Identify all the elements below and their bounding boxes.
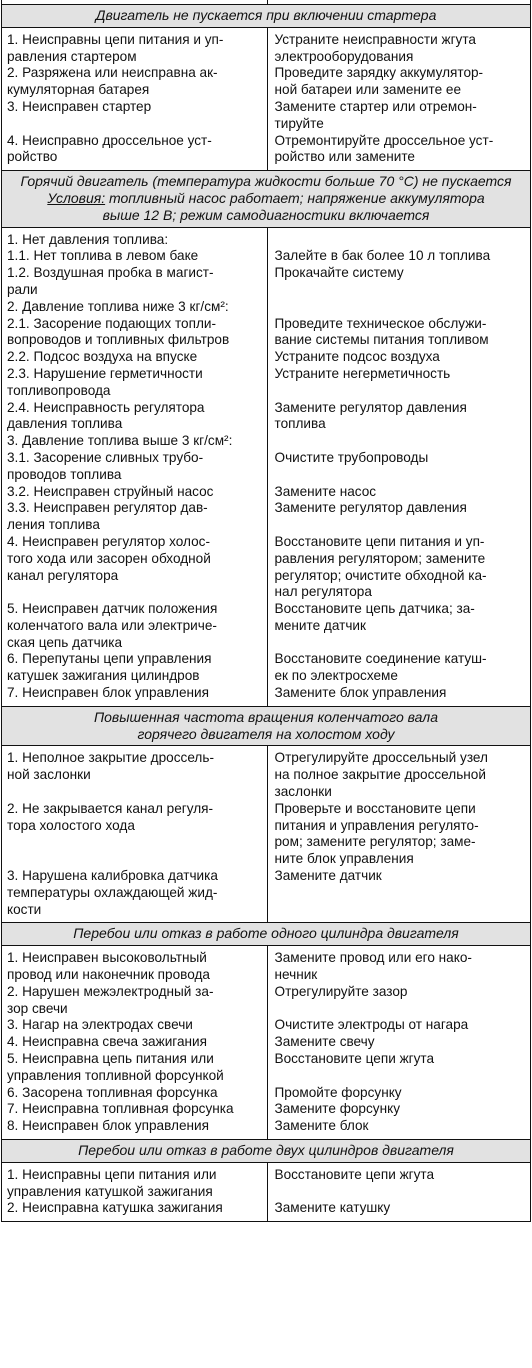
table-row — [2, 349, 530, 366]
remedy-cell: Восстановите цепи жгута — [274, 1051, 435, 1067]
troubleshooting-table — [1, 0, 531, 1222]
remedy-cell — [268, 299, 531, 316]
table-row — [2, 950, 530, 984]
remedy-cell: Замените блок — [274, 1118, 369, 1134]
row-spacer — [2, 1217, 530, 1221]
section-title: Перебои или отказ в работе двух цилиндров двигателя — [78, 1142, 454, 1158]
cause-cell: 2.2. Подсос воздуха на впуске — [2, 349, 268, 366]
table-row — [2, 99, 530, 133]
cause-cell: 3.3. Неисправен регулятор дав- ления топлива — [2, 500, 268, 534]
remedy-cell: Замените регулятор давления топлива — [274, 399, 467, 432]
section-header — [2, 170, 530, 227]
table-row — [2, 500, 530, 534]
section-title: горячего двигателя на холостом ходу — [137, 725, 395, 742]
cause-cell: 6. Перепутаны цепи управления катушек зажигания цилиндров — [2, 651, 268, 685]
table-row — [2, 133, 530, 167]
section-header — [2, 922, 530, 946]
cause-cell: 7. Неисправен блок управления — [2, 685, 268, 702]
table-row — [2, 685, 530, 702]
remedy-cell: Замените регулятор давления — [274, 500, 467, 516]
cause-cell: 1. Неполное закрытие дроссель- ной заслонки — [2, 750, 268, 800]
cause-cell: 7. Неисправна топливная форсунка — [2, 1101, 268, 1118]
table-row — [2, 534, 530, 601]
remedy-cell: Замените стартер или отремон- тируйте — [274, 98, 477, 131]
table-row — [2, 1167, 530, 1201]
cause-cell: 2.1. Засорение подающих топли- вопроводов и топливных фильтров — [2, 316, 268, 350]
table-row — [2, 601, 530, 651]
table-row — [2, 1034, 530, 1051]
section-title: Повышенная частота вращения коленчатого вала — [94, 708, 438, 725]
table-row — [2, 400, 530, 434]
cause-cell: 2. Разряжена или неисправна ак- кумуляторная батарея — [2, 65, 268, 99]
remedy-cell: Залейте в бак более 10 л топлива — [274, 248, 491, 264]
cause-cell: 1. Неисправны цепи питания и уп- равления стартером — [2, 32, 268, 66]
remedy-cell: Отремонтируйте дроссельное уст- ройство или замените — [274, 132, 494, 165]
table-row — [2, 1017, 530, 1034]
cause-cell: 3.2. Неисправен струйный насос — [2, 484, 268, 501]
section-header — [2, 4, 530, 28]
table-row — [2, 1101, 530, 1118]
section-title: Двигатель не пускается при включении стартера — [95, 7, 437, 23]
table-row — [2, 316, 530, 350]
remedy-cell: Замените катушку — [274, 1200, 391, 1216]
remedy-cell: Отрегулируйте дроссельный узел на полное закрытие дроссельной заслонки — [274, 750, 488, 800]
table-row — [2, 651, 530, 685]
remedy-cell: Устраните подсос воздуха — [274, 349, 440, 365]
remedy-cell: Замените насос — [274, 483, 377, 499]
remedy-cell: Проведите зарядку аккумулятор- ной батареи или замените ее — [274, 65, 484, 98]
table-row — [2, 450, 530, 484]
table-row — [2, 484, 530, 501]
section-header — [2, 1139, 530, 1163]
table-row — [2, 1085, 530, 1102]
remedy-cell: Замените блок управления — [274, 685, 447, 701]
cause-cell: 2.3. Нарушение герметичности топливопровода — [2, 366, 268, 400]
cause-cell: 2. Давление топлива ниже 3 кг/см²: — [2, 299, 268, 316]
cause-cell: 5. Неисправен датчик положения коленчатого вала или электриче- ская цепь датчика — [2, 601, 268, 651]
remedy-cell: Восстановите цепь датчика; за- мените датчик — [274, 601, 475, 633]
table-row — [2, 299, 530, 316]
cause-cell: 2.4. Неисправность регулятора давления топлива — [2, 400, 268, 434]
cause-cell: 3. Давление топлива выше 3 кг/см²: — [2, 433, 268, 450]
cause-cell: 3. Нарушена калибровка датчика температуры охлаждающей жид- кости — [2, 868, 268, 918]
cause-cell: 3. Неисправен стартер — [2, 99, 268, 133]
cause-cell: 8. Неисправен блок управления — [2, 1118, 268, 1135]
remedy-cell: Устраните неисправности жгута электрооборудования — [274, 31, 476, 64]
remedy-cell: Восстановите цепи жгута — [274, 1166, 435, 1182]
remedy-cell — [268, 433, 531, 450]
table-row — [2, 868, 530, 918]
remedy-cell: Промойте форсунку — [274, 1084, 402, 1100]
remedy-cell: Очистите трубопроводы — [274, 449, 429, 465]
cause-cell: 1.2. Воздушная пробка в магист- рали — [2, 265, 268, 299]
table-row — [2, 232, 530, 249]
cause-cell: 1. Нет давления топлива: — [2, 232, 268, 249]
cause-cell: 3. Нагар на электродах свечи — [2, 1017, 268, 1034]
cause-cell: 2. Неисправна катушка зажигания — [2, 1200, 268, 1217]
table-row — [2, 801, 530, 868]
table-row — [2, 65, 530, 99]
remedy-cell: Проведите техническое обслужи- вание системы питания топливом — [274, 315, 489, 348]
cause-cell: 4. Неисправно дроссельное уст- ройство — [2, 133, 268, 167]
remedy-cell: Восстановите соединение катуш- ек по электросхеме — [274, 651, 487, 684]
table-row — [2, 366, 530, 400]
remedy-cell: Отрегулируйте зазор — [274, 983, 408, 999]
cause-cell: 2. Нарушен межэлектродный за- зор свечи — [2, 984, 268, 1018]
conditions-label: Условия: — [47, 189, 106, 206]
cause-cell: 1. Неисправен высоковольтный провод или наконечник провода — [2, 950, 268, 984]
table-row — [2, 265, 530, 299]
table-row — [2, 32, 530, 66]
cause-cell: 5. Неисправна цепь питания или управления топливной форсункой — [2, 1051, 268, 1085]
section-title: Перебои или отказ в работе одного цилиндра двигателя — [73, 925, 459, 942]
cause-cell: 1. Неисправны цепи питания или управления катушкой зажигания — [2, 1167, 268, 1201]
table-row — [2, 1118, 530, 1135]
section-header — [2, 706, 530, 747]
conditions-line — [6, 190, 526, 207]
cause-cell: 4. Неисправна свеча зажигания — [2, 1034, 268, 1051]
table-row — [2, 984, 530, 1018]
conditions-text: топливный насос работает; напряжение аккумулятора — [105, 189, 485, 206]
table-row — [2, 248, 530, 265]
table-row — [2, 750, 530, 800]
remedy-cell: Замените провод или его нако- нечник — [274, 950, 472, 983]
remedy-cell: Прокачайте систему — [274, 265, 404, 281]
section-title: Горячий двигатель (температура жидкости больше 70 °С) не пускается — [20, 173, 512, 190]
cause-cell: 4. Неисправен регулятор холос- того хода или засорен обходной канал регулятора — [2, 534, 268, 601]
remedy-cell: Замените датчик — [274, 868, 382, 884]
remedy-cell: Очистите электроды от нагара — [274, 1017, 469, 1033]
cause-cell: 3.1. Засорение сливных трубо- проводов топлива — [2, 450, 268, 484]
remedy-cell: Устраните негерметичность — [274, 365, 451, 381]
remedy-cell: Замените форсунку — [274, 1101, 400, 1117]
cause-cell: 2. Не закрывается канал регуля- тора холостого хода — [2, 801, 268, 868]
remedy-cell: Замените свечу — [274, 1034, 375, 1050]
table-sections — [2, 4, 530, 1221]
remedy-cell — [268, 232, 531, 249]
remedy-cell: Восстановите цепи питания и уп- равления регулятором; замените регулятор; очистите обходной ка- нал регулятора — [274, 533, 487, 600]
cause-cell: 6. Засорена топливная форсунка — [2, 1085, 268, 1102]
table-row — [2, 1051, 530, 1085]
table-row — [2, 1200, 530, 1217]
remedy-cell: Проверьте и восстановите цепи питания и управления регулято- ром; замените регулятор; заме- ните блок управления — [274, 800, 479, 867]
cause-cell: 1.1. Нет топлива в левом баке — [2, 248, 268, 265]
conditions-text-continued: выше 12 В; режим самодиагностики включается — [102, 206, 430, 223]
table-row — [2, 433, 530, 450]
